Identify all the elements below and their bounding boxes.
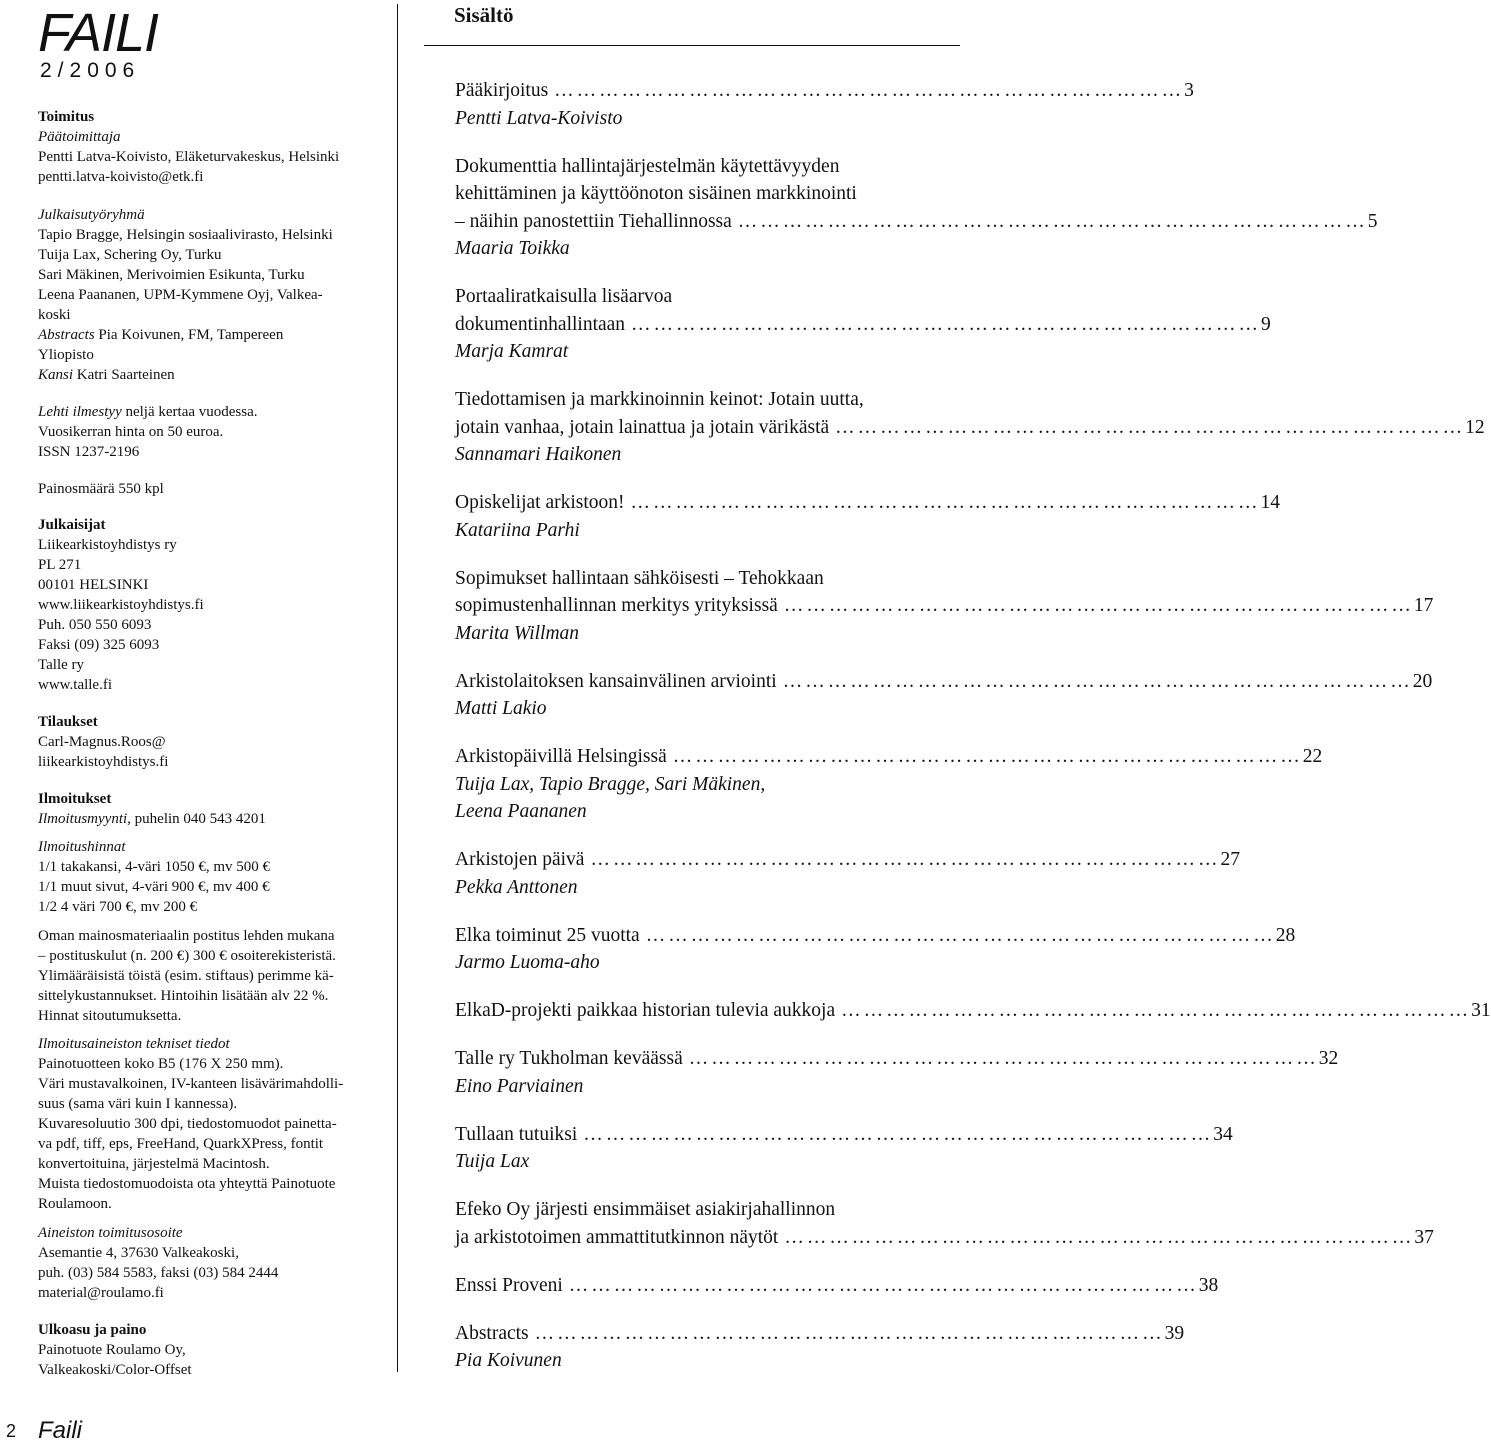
toc-leader-dots: ………………………………………………………………………… [782, 670, 1413, 692]
toc-entry-title: Tiedottamisen ja markkinoinnin keinot: Jotain uutta, [455, 389, 864, 410]
julkaisijat-heading: Julkaisijat [38, 517, 106, 533]
toc-entry-author: Maaria Toikka [455, 238, 570, 259]
issue-number: 2/2006 [40, 59, 141, 82]
toc-page-number: 12 [1465, 416, 1485, 438]
toc-entry [455, 1321, 1185, 1347]
page-number: 2 [6, 1421, 17, 1441]
toc-entry-author: Sannamari Haikonen [455, 444, 622, 465]
kansi-name: Katri Saarteinen [76, 367, 175, 383]
abstracts-label: Abstracts [38, 327, 95, 343]
toc-entry [455, 1273, 1219, 1299]
toc-entry [455, 847, 1240, 873]
price-line: 1/1 takakansi, 4-väri 1050 €, mv 500 € [38, 859, 271, 875]
toc-entry [455, 312, 1271, 338]
toc-page-number: 32 [1318, 1048, 1339, 1069]
toc-page-number: 28 [1275, 924, 1296, 946]
toc-entry-title: Efeko Oy järjesti ensimmäiset asiakirjahallinnon [455, 1199, 836, 1220]
toc-entry-title: Sopimukset hallintaan sähköisesti – Tehokkaan [455, 567, 824, 589]
tech-spec-line: Kuvaresoluutio 300 dpi, tiedostomuodot painetta- [38, 1116, 337, 1132]
toc-page-number: 31 [1471, 1000, 1491, 1021]
toc-entry-author: Katariina Parhi [455, 519, 580, 541]
toc-page-number: 34 [1213, 1123, 1233, 1145]
tech-spec-line: Väri mustavalkoinen, IV-kanteen lisävärimahdolli- [38, 1076, 344, 1092]
issn: ISSN 1237-2196 [38, 444, 140, 460]
subscription-price: Vuosikerran hinta on 50 euroa. [38, 424, 224, 440]
publisher-phone: Puh. 050 550 6093 [38, 617, 152, 633]
ryhma-member-cont: koski [38, 307, 71, 323]
toc-entry-title: Enssi Proveni [455, 1274, 563, 1296]
publisher-website: www.liikearkistoyhdistys.fi [38, 597, 204, 613]
toc-page-number: 38 [1198, 1274, 1219, 1296]
print-run: Painosmäärä 550 kpl [38, 481, 164, 497]
paatoimittaja-email: pentti.latva-koivisto@etk.fi [38, 169, 204, 185]
lehti-text: neljä kertaa vuodessa. [125, 404, 258, 420]
ilmoitusmyynti-label: Ilmoitusmyynti, [38, 811, 131, 827]
price-line: 1/1 muut sivut, 4-väri 900 €, mv 400 € [38, 879, 270, 895]
toc-leader-dots: ………………………………………………………………………… [783, 595, 1414, 616]
toc-page-number: 27 [1220, 849, 1240, 870]
toc-page-number: 20 [1412, 670, 1433, 692]
toc-entry-author: Matti Lakio [455, 698, 547, 719]
ilmoitushinnat-label: Ilmoitushinnat [38, 839, 126, 855]
toimitusosoite-label: Aineiston toimitusosoite [38, 1225, 183, 1241]
toc-entry-title: Dokumenttia hallintajärjestelmän käytettävyyden [455, 155, 840, 177]
toc-entry-title: Opiskelijat arkistoon! [455, 492, 625, 513]
toc-page-number: 37 [1414, 1226, 1434, 1248]
toc-entry-title: Tullaan tutuiksi [455, 1123, 578, 1145]
julkaisutyoryhma-label: Julkaisutyöryhmä [38, 207, 145, 223]
toc-leader-dots: ………………………………………………………………………… [590, 849, 1221, 870]
toc-entry-author: Marja Kamrat [455, 341, 569, 362]
toc-entry-title: kehittäminen ja käyttöönoton sisäinen markkinointi [455, 183, 857, 204]
toc-entry-author: Pentti Latva-Koivisto [455, 107, 623, 129]
toc-entry-title: Arkistojen päivä [455, 849, 585, 870]
delivery-email: material@roulamo.fi [38, 1285, 164, 1301]
column-divider [397, 4, 398, 1372]
toc-entry-title: sopimustenhallinnan merkitys yrityksissä [455, 595, 778, 616]
ad-material-note: sittelykustannukset. Hintoihin lisätään alv 22 %. [38, 988, 329, 1004]
printer-line: Valkeakoski/Color-Offset [38, 1362, 192, 1378]
publisher-website: www.talle.fi [38, 677, 113, 693]
toc-leader-dots: ………………………………………………………………………… [835, 416, 1466, 438]
tilaukset-email-cont: liikearkistoyhdistys.fi [38, 754, 169, 770]
tech-spec-line: va pdf, tiff, eps, FreeHand, QuarkXPress, fontit [38, 1136, 324, 1152]
tech-spec-line: Painotuotteen koko B5 (176 X 250 mm). [38, 1056, 284, 1072]
toc-entry [455, 593, 1434, 619]
toc-page-number: 39 [1164, 1322, 1185, 1344]
toc-entry-title: jotain vanhaa, jotain lainattua ja jotain värikästä [455, 416, 830, 438]
toc-entry-author: Leena Paananen [455, 801, 587, 822]
tech-spec-line: Muista tiedostomuodoista ota yhteyttä Painotuote [38, 1176, 336, 1192]
ad-material-note: – postituskulut (n. 200 €) 300 € osoiterekisteristä. [38, 948, 336, 964]
lehti-label: Lehti ilmestyy [38, 404, 122, 420]
ryhma-member: Tapio Bragge, Helsingin sosiaalivirasto, Helsinki [38, 227, 333, 243]
footer-brand: Faili [38, 1417, 83, 1444]
toc-entry [455, 923, 1296, 949]
publisher-line: PL 271 [38, 557, 82, 573]
toc-page-number: 14 [1260, 492, 1281, 513]
kansi-label: Kansi [38, 367, 74, 383]
toc-page-number: 3 [1184, 80, 1194, 101]
toc-entry-title: ElkaD-projekti paikkaa historian tulevia aukkoja [455, 1000, 836, 1021]
toc-leader-dots: ………………………………………………………………………… [534, 1322, 1165, 1344]
toc-leader-dots: ………………………………………………………………………… [554, 80, 1185, 101]
toc-leader-dots: ………………………………………………………………………… [583, 1123, 1214, 1145]
toc-entry-title: Pääkirjoitus [455, 80, 549, 101]
tilaukset-email: Carl-Magnus.Roos@ [38, 734, 166, 750]
toc-entry-title: Abstracts [455, 1322, 529, 1344]
toc-entry-title: – näihin panostettiin Tiehallinnossa [455, 210, 732, 232]
toc-entry-author: Tuija Lax, Tapio Bragge, Sari Mäkinen, [455, 773, 766, 795]
toc-leader-dots: ………………………………………………………………………… [645, 924, 1276, 946]
delivery-address: Asemantie 4, 37630 Valkeakoski, [38, 1245, 239, 1261]
publisher-line: 00101 HELSINKI [38, 577, 149, 593]
toc-entry [455, 744, 1323, 770]
paatoimittaja-name: Pentti Latva-Koivisto, Eläketurvakeskus, Helsinki [38, 149, 340, 165]
toc-entry-author: Pekka Anttonen [455, 876, 578, 898]
ad-material-note: Hinnat sitoutumuksetta. [38, 1008, 182, 1024]
toc-entry-title: Talle ry Tukholman keväässä [455, 1048, 683, 1069]
toc-entry-author: Jarmo Luoma-aho [455, 952, 600, 973]
ryhma-member: Tuija Lax, Schering Oy, Turku [38, 247, 222, 263]
tekniset-label: Ilmoitusaineiston tekniset tiedot [38, 1036, 230, 1052]
ryhma-member: Sari Mäkinen, Merivoimien Esikunta, Turku [38, 267, 305, 283]
toc-leader-dots: ………………………………………………………………………… [630, 492, 1261, 513]
ulkoasu-heading: Ulkoasu ja paino [38, 1322, 147, 1338]
tech-spec-line: konvertoituina, järjestelmä Macintosh. [38, 1156, 270, 1172]
abstracts-name: Pia Koivunen, FM, Tampereen [98, 327, 284, 343]
toc-entry-title: dokumentinhallintaan [455, 313, 626, 335]
abstracts-name-cont: Yliopisto [38, 347, 94, 363]
ilmoitusmyynti-line [38, 810, 266, 829]
publisher-fax: Faksi (09) 325 6093 [38, 637, 160, 653]
kansi-credit [38, 366, 175, 385]
toc-entry-author: Pia Koivunen [455, 1350, 562, 1371]
toc-entry [455, 415, 1485, 441]
toc-entry [455, 209, 1378, 235]
toc-entry-title: Arkistolaitoksen kansainvälinen arviointi [455, 670, 777, 692]
toc-leader-dots: ………………………………………………………………………… [688, 1048, 1319, 1069]
toc-entry [455, 1225, 1434, 1251]
paatoimittaja-label: Päätoimittaja [38, 129, 121, 145]
toc-entry-title: Portaaliratkaisulla lisäarvoa [455, 286, 673, 307]
tech-spec-line: Roulamoon. [38, 1196, 112, 1212]
ad-material-note: Oman mainosmateriaalin postitus lehden mukana [38, 928, 335, 944]
toc-entry [455, 669, 1433, 695]
publisher-line: Liikearkistoyhdistys ry [38, 537, 177, 553]
abstracts-credit [38, 326, 283, 345]
toc-entry [455, 490, 1281, 516]
tilaukset-heading: Tilaukset [38, 714, 98, 730]
price-line: 1/2 4 väri 700 €, mv 200 € [38, 899, 198, 915]
toc-entry [455, 1122, 1233, 1148]
ilmoitukset-heading: Ilmoitukset [38, 791, 112, 807]
toc-rule [424, 45, 960, 46]
toc-entry [455, 78, 1194, 104]
tech-spec-line: suus (sama väri kuin I kannessa). [38, 1096, 238, 1112]
toc-entry-author: Tuija Lax [455, 1151, 530, 1172]
toc-leader-dots: ………………………………………………………………………… [672, 746, 1303, 767]
toc-entry-title: ja arkistotoimen ammattitutkinnon näytöt [455, 1226, 779, 1248]
toc-leader-dots: ………………………………………………………………………… [737, 210, 1368, 232]
toc-leader-dots: ………………………………………………………………………… [784, 1226, 1415, 1248]
toc-entry-author: Eino Parviainen [455, 1075, 584, 1097]
toc-page-number: 17 [1413, 595, 1434, 616]
publisher-line: Talle ry [38, 657, 85, 673]
toc-entry [455, 998, 1491, 1024]
printer-line: Painotuote Roulamo Oy, [38, 1342, 186, 1358]
frequency-note [38, 403, 258, 422]
ad-material-note: Ylimääräisistä töistä (esim. stiftaus) perimme kä- [38, 968, 334, 984]
toc-entry-author: Marita Willman [455, 622, 580, 644]
toc-leader-dots: ………………………………………………………………………… [568, 1274, 1199, 1296]
toc-entry-title: Elka toiminut 25 vuotta [455, 924, 640, 946]
toc-page-number: 9 [1261, 313, 1271, 335]
toc-page-number: 22 [1302, 746, 1323, 767]
toc-entry-title: Arkistopäivillä Helsingissä [455, 746, 667, 767]
delivery-phone: puh. (03) 584 5583, faksi (03) 584 2444 [38, 1265, 279, 1281]
masthead-logo: FAILI [38, 3, 159, 63]
toc-leader-dots: ………………………………………………………………………… [631, 313, 1262, 335]
ryhma-member: Leena Paananen, UPM-Kymmene Oyj, Valkea- [38, 287, 323, 303]
toc-heading: Sisältö [454, 3, 514, 27]
toimitus-heading: Toimitus [38, 109, 95, 125]
ilmoitusmyynti-text: puhelin 040 543 4201 [134, 811, 266, 827]
toc-entry [455, 1046, 1339, 1072]
toc-leader-dots: ………………………………………………………………………… [841, 1000, 1472, 1021]
toc-page-number: 5 [1367, 210, 1378, 232]
